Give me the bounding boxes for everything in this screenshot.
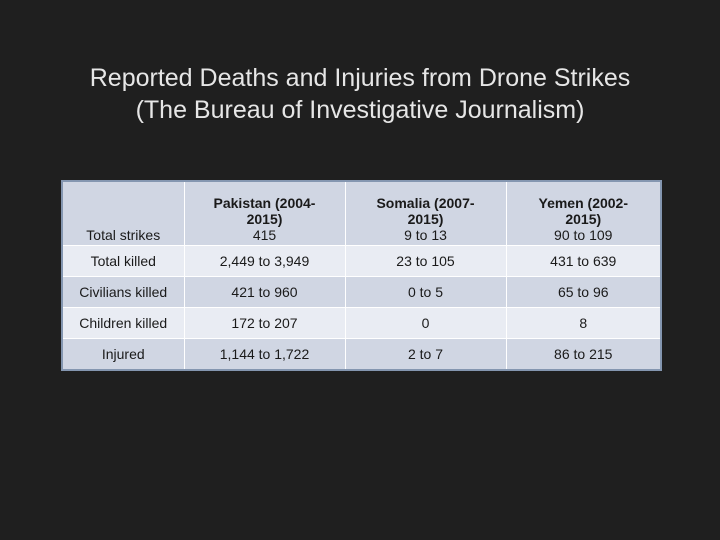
country-header-somalia (345, 181, 506, 246)
row-label: Total killed (62, 246, 184, 277)
slide-title-line-2: (The Bureau of Investigative Journalism) (135, 96, 585, 124)
table-row (62, 339, 661, 371)
table-cell: 23 to 105 (345, 246, 506, 277)
table-cell: 0 to 5 (345, 277, 506, 308)
table-cell: 65 to 96 (506, 277, 661, 308)
country-header-yemen (506, 181, 661, 246)
table-cell: 8 (506, 308, 661, 339)
country-years: 2015) (246, 211, 283, 227)
country-name: Yemen (2002- (538, 195, 628, 211)
country-header-pakistan (184, 181, 345, 246)
row-label: Civilians killed (62, 277, 184, 308)
drone-strikes-table (61, 180, 662, 371)
strikes-value: 415 (252, 227, 277, 243)
slide-title (0, 62, 720, 126)
table-cell: 1,144 to 1,722 (184, 339, 345, 371)
row-label: Injured (62, 339, 184, 371)
country-years: 2015) (407, 211, 444, 227)
table-row (62, 277, 661, 308)
table-row (62, 308, 661, 339)
table-cell: 2,449 to 3,949 (184, 246, 345, 277)
header-label-cell: Total strikes (62, 181, 184, 246)
table-cell: 86 to 215 (506, 339, 661, 371)
table-cell: 172 to 207 (184, 308, 345, 339)
country-name: Somalia (2007- (376, 195, 475, 211)
table-cell: 431 to 639 (506, 246, 661, 277)
strikes-value: 90 to 109 (554, 227, 613, 243)
country-years: 2015) (565, 211, 602, 227)
table-header-row (62, 181, 661, 246)
strikes-value: 9 to 13 (404, 227, 447, 243)
table-cell: 0 (345, 308, 506, 339)
table-row (62, 246, 661, 277)
table-cell: 2 to 7 (345, 339, 506, 371)
slide-title-line-1: Reported Deaths and Injuries from Drone Strikes (89, 64, 631, 92)
table-cell: 421 to 960 (184, 277, 345, 308)
country-name: Pakistan (2004- (213, 195, 316, 211)
row-label: Children killed (62, 308, 184, 339)
